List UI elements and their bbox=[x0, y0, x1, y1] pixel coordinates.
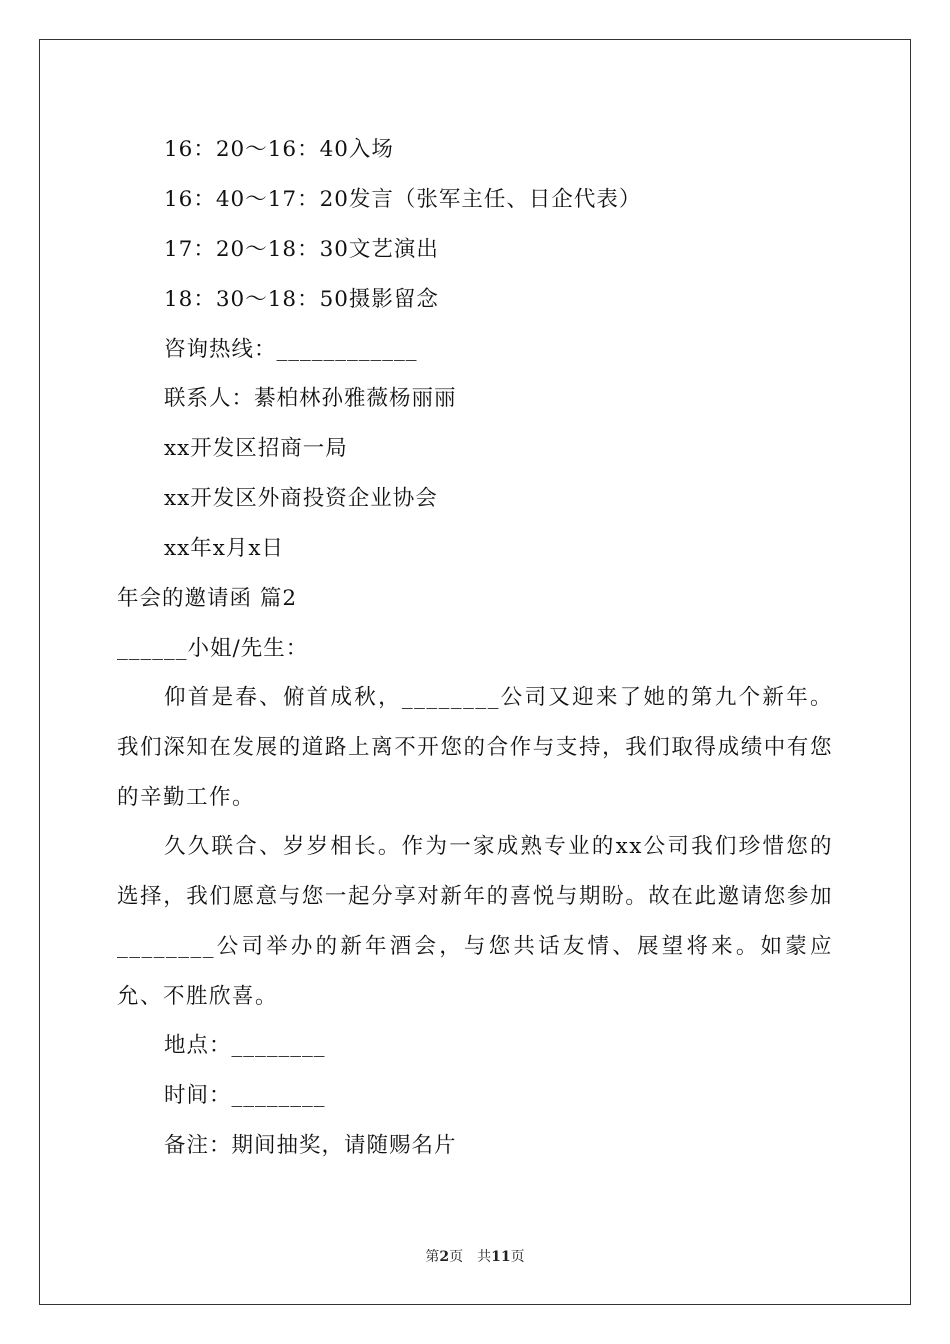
section-title: 年会的邀请函 篇2 bbox=[117, 586, 298, 611]
issue-date: xx年x月x日 bbox=[164, 536, 285, 561]
detail-time: 时间：________ bbox=[164, 1083, 326, 1108]
salutation: ______小姐/先生： bbox=[117, 636, 309, 661]
page-border bbox=[39, 39, 911, 1305]
organizer-1: xx开发区招商一局 bbox=[164, 436, 348, 461]
footer-suffix: 页 bbox=[510, 1249, 525, 1265]
detail-location: 地点：________ bbox=[164, 1033, 326, 1058]
page-footer bbox=[0, 1247, 950, 1267]
footer-mid: 页 共 bbox=[449, 1249, 492, 1265]
schedule-item-4: 18：30～18：50摄影留念 bbox=[164, 287, 439, 312]
organizer-2: xx开发区外商投资企业协会 bbox=[164, 486, 438, 511]
schedule-item-2: 16：40～17：20发言（张军主任、日企代表） bbox=[164, 187, 642, 212]
paragraph-2: 久久联合、岁岁相长。作为一家成熟专业的xx公司我们珍惜您的选择，我们愿意与您一起分享对新年的喜悦与期盼。故在此邀请您参加________公司举办的新年酒会，与您共话友情、展望将来。如蒙应允、不胜欣喜。 bbox=[117, 834, 833, 1009]
footer-total-pages: 11 bbox=[491, 1249, 511, 1265]
schedule-item-1: 16：20～16：40入场 bbox=[164, 137, 394, 162]
footer-page-number: 2 bbox=[439, 1249, 450, 1265]
paragraph-1: 仰首是春、俯首成秋，________公司又迎来了她的第九个新年。我们深知在发展的道路上离不开您的合作与支持，我们取得成绩中有您的辛勤工作。 bbox=[117, 685, 833, 810]
detail-note: 备注：期间抽奖，请随赐名片 bbox=[164, 1133, 457, 1158]
schedule-item-3: 17：20～18：30文艺演出 bbox=[164, 237, 439, 262]
footer-prefix: 第 bbox=[425, 1249, 440, 1265]
contact-persons: 联系人：綦柏林孙雅薇杨丽丽 bbox=[164, 386, 457, 411]
contact-hotline: 咨询热线：____________ bbox=[164, 337, 418, 362]
